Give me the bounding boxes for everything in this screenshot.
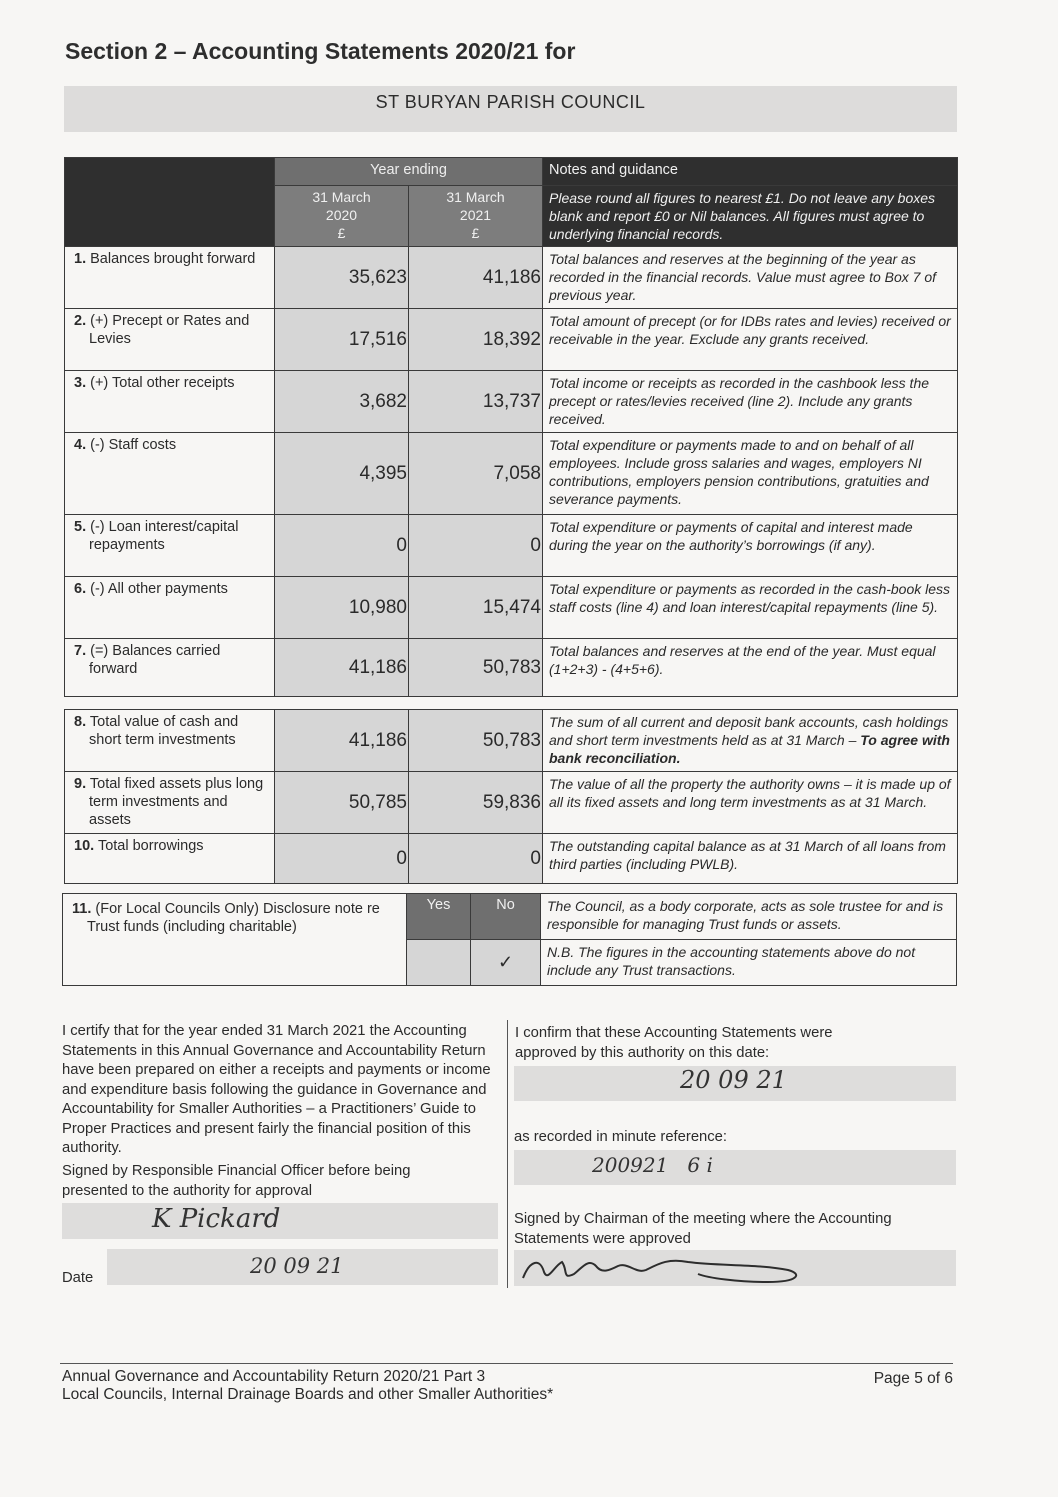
- value-2021: 59,836: [409, 772, 543, 834]
- trust-yes-box[interactable]: [407, 940, 471, 986]
- accounting-statements-table: [64, 157, 958, 697]
- header-blank: [65, 158, 275, 247]
- row-note: Total income or receipts as recorded in the cashbook less the precept or rates/levies received (line 2). Include any grants received.: [543, 371, 958, 433]
- balance-sheet-table: [64, 709, 958, 884]
- row-label: 7. (=) Balances carried forward: [65, 639, 275, 697]
- row-note: Total balances and reserves at the end of the year. Must equal (1+2+3) - (4+5+6).: [543, 639, 958, 697]
- row-note: Total expenditure or payments of capital and interest made during the year on the authority’s borrowings (if any).: [543, 515, 958, 577]
- row-note: Total balances and reserves at the beginning of the year as recorded in the financial records. Value must agree to Box 7 of previous year.: [543, 247, 958, 309]
- table-row: [65, 371, 958, 433]
- col-2020-header: 31 March 2020 £: [275, 186, 409, 247]
- value-2020: 4,395: [275, 433, 409, 515]
- value-2020: 35,623: [275, 247, 409, 309]
- row-note: The value of all the property the authority owns – it is made up of all its fixed assets and long term investments as at 31 March.: [543, 772, 958, 834]
- value-2021: 0: [409, 834, 543, 884]
- minute-reference-field[interactable]: [514, 1150, 956, 1185]
- notes-header: Notes and guidance: [543, 158, 958, 186]
- footer-divider: [60, 1363, 953, 1364]
- value-2020: 41,186: [275, 710, 409, 772]
- column-divider: [507, 1020, 508, 1288]
- value-2021: 50,783: [409, 710, 543, 772]
- trust-note-2: N.B. The figures in the accounting statements above do not include any Trust transactions.: [541, 940, 957, 986]
- row-note: The outstanding capital balance as at 31 March of all loans from third parties (including PWLB).: [543, 834, 958, 884]
- value-2020: 41,186: [275, 639, 409, 697]
- table-row: [65, 309, 958, 371]
- minute-reference: 200921 6 i: [592, 1153, 713, 1177]
- minute-label: as recorded in minute reference:: [514, 1129, 728, 1145]
- date-label: Date: [62, 1270, 94, 1286]
- value-2021: 50,783: [409, 639, 543, 697]
- chair-signature: [518, 1248, 818, 1288]
- row-label: 1. Balances brought forward: [65, 247, 275, 309]
- value-2021: 0: [409, 515, 543, 577]
- trust-yes-header: Yes: [407, 894, 471, 940]
- value-2021: 15,474: [409, 577, 543, 639]
- trust-note-1: The Council, as a body corporate, acts as sole trustee for and is responsible for managing Trust funds or assets.: [541, 894, 957, 940]
- row-label: 4. (-) Staff costs: [65, 433, 275, 515]
- row-note: The sum of all current and deposit bank accounts, cash holdings and short term investments held as at 31 March – To agree with bank reconciliation.: [543, 710, 958, 772]
- row-note: Total expenditure or payments made to and on behalf of all employees. Include gross salaries and wages, employers NI contributions, employers pension contributions, gratuities and severance payments.: [543, 433, 958, 515]
- footer-text: Annual Governance and Accountability Return 2020/21 Part 3 Local Councils, Internal Drainage Boards and other Smaller Authorities*: [62, 1368, 554, 1403]
- row-label: 8. Total value of cash and short term investments: [65, 710, 275, 772]
- trust-label: 11. (For Local Councils Only) Disclosure note re Trust funds (including charitable): [63, 894, 407, 986]
- row-note: Total expenditure or payments as recorded in the cash-book less staff costs (line 4) and loan interest/capital repayments (line 5).: [543, 577, 958, 639]
- table-row: [65, 515, 958, 577]
- value-2021: 18,392: [409, 309, 543, 371]
- trust-no-box[interactable]: ✓: [471, 940, 541, 986]
- row-label: 5. (-) Loan interest/capital repayments: [65, 515, 275, 577]
- page-title: Section 2 – Accounting Statements 2020/21 for: [65, 38, 576, 64]
- value-2020: 3,682: [275, 371, 409, 433]
- approval-date: 20 09 21: [680, 1066, 787, 1094]
- row-label: 10. Total borrowings: [65, 834, 275, 884]
- trust-funds-table: [62, 893, 957, 986]
- row-note: Total amount of precept (or for IDBs rates and levies) received or receivable in the year. Exclude any grants received.: [543, 309, 958, 371]
- value-2021: 41,186: [409, 247, 543, 309]
- table-row: [65, 639, 958, 697]
- row-label: 3. (+) Total other receipts: [65, 371, 275, 433]
- table-row: [65, 772, 958, 834]
- row-label: 9. Total fixed assets plus long term investments and assets: [65, 772, 275, 834]
- confirm-text: I confirm that these Accounting Statements were approved by this authority on this date:: [515, 1025, 833, 1061]
- authority-name-field: [64, 86, 957, 132]
- authority-name: ST BURYAN PARISH COUNCIL: [375, 92, 646, 112]
- page-number: Page 5 of 6: [873, 1370, 953, 1387]
- rfo-signed-text: Signed by Responsible Financial Officer before being presented to the authority for approval: [62, 1163, 411, 1199]
- row-label: 6. (-) All other payments: [65, 577, 275, 639]
- value-2021: 13,737: [409, 371, 543, 433]
- year-ending-header: Year ending: [275, 158, 543, 186]
- table-row: [65, 834, 958, 884]
- value-2020: 10,980: [275, 577, 409, 639]
- table-row: [65, 433, 958, 515]
- table-row: [65, 247, 958, 309]
- guidance-note: Please round all figures to nearest £1. Do not leave any boxes blank and report £0 or Nil balances. All figures must agree to underlying financial records.: [543, 186, 958, 247]
- value-2021: 7,058: [409, 433, 543, 515]
- trust-no-header: No: [471, 894, 541, 940]
- value-2020: 50,785: [275, 772, 409, 834]
- value-2020: 0: [275, 515, 409, 577]
- rfo-signature: K Pickard: [152, 1204, 281, 1234]
- rfo-date: 20 09 21: [250, 1254, 344, 1278]
- certify-text: I certify that for the year ended 31 March 2021 the Accounting Statements in this Annual Governance and Accountability Return have been prepared on either a receipts and payments or income and expenditure basis following the guidance in Governance and Accountability for Smaller Authorities – a Practitioners’ Guide to Proper Practices and present fairly the financial position of this authority.: [62, 1023, 491, 1156]
- chair-signed-text: Signed by Chairman of the meeting where the Accounting Statements were approved: [514, 1211, 892, 1247]
- col-2021-header: 31 March 2021 £: [409, 186, 543, 247]
- table-row: [65, 577, 958, 639]
- table-row: [65, 710, 958, 772]
- value-2020: 0: [275, 834, 409, 884]
- row-label: 2. (+) Precept or Rates and Levies: [65, 309, 275, 371]
- value-2020: 17,516: [275, 309, 409, 371]
- note-bold: To agree with bank reconciliation.: [549, 732, 950, 766]
